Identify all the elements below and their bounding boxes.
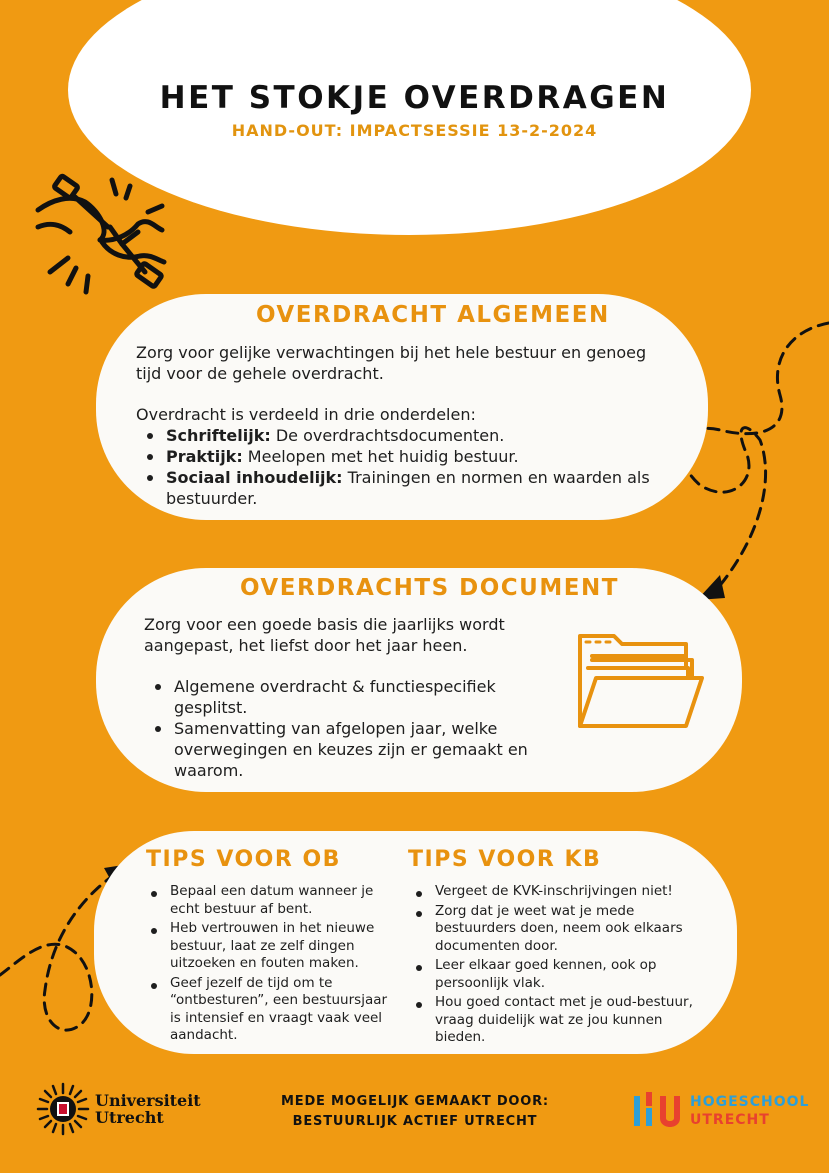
bullet-list	[144, 676, 564, 781]
hu-logo-mark	[632, 1090, 684, 1132]
section-heading-ob: TIPS VOOR OB	[146, 847, 341, 872]
section-heading: OVERDRACHTS DOCUMENT	[240, 575, 619, 601]
list-item: Vergeet de KVK-inschrijvingen niet!	[405, 883, 705, 901]
hu-logo-text: HOGESCHOOL UTRECHT	[690, 1094, 810, 1128]
section-intro: Zorg voor een goede basis die jaarlijks wordt aangepast, het liefst door het jaar heen.	[144, 615, 505, 655]
list-item: Bepaal een datum wanneer je echt bestuur af bent.	[140, 883, 402, 918]
list-item: Zorg dat je weet wat je mede bestuurders doen, neem ook elkaars documenten door.	[405, 903, 705, 956]
list-item: Heb vertrouwen in het nieuwe bestuur, laat ze zelf dingen uitzoeken en fouten maken.	[140, 920, 402, 973]
section-heading: OVERDRACHT ALGEMEEN	[256, 302, 610, 328]
page-title: HET STOKJE OVERDRAGEN	[159, 80, 670, 116]
folder-icon	[574, 628, 709, 733]
list-item: Geef jezelf de tijd om te “ontbesturen”, een bestuursjaar is intensief en vraagt vaak veel aandacht.	[140, 975, 402, 1045]
page-subtitle: HAND-OUT: IMPACTSESSIE 13-2-2024	[231, 121, 598, 140]
list-item: Hou goed contact met je oud-bestuur, vraag duidelijk wat ze jou kunnen bieden.	[405, 994, 705, 1047]
list-item: Leer elkaar goed kennen, ook op persoonlijk vlak.	[405, 957, 705, 992]
list-item: Sociaal inhoudelijk: Trainingen en normen en waarden als bestuurder.	[136, 467, 681, 509]
title-banner	[68, 0, 751, 235]
handshake-baton-icon	[30, 172, 170, 297]
section-lead: Overdracht is verdeeld in drie onderdelen:	[136, 405, 476, 424]
sponsor-text: MEDE MOGELIJK GEMAAKT DOOR: BESTUURLIJK ACTIEF UTRECHT	[281, 1094, 549, 1129]
section-heading-kb: TIPS VOOR KB	[408, 847, 602, 872]
list-item: Samenvatting van afgelopen jaar, welke overwegingen en keuzes zijn er gemaakt en waarom.	[144, 718, 564, 781]
list-item: Algemene overdracht & functiespecifiek gesplitst.	[144, 676, 564, 718]
list-item: Schriftelijk: De overdrachtsdocumenten.	[136, 425, 681, 446]
bullet-list	[136, 425, 681, 509]
uu-logo-text: Universiteit Utrecht	[95, 1091, 201, 1127]
list-item: Praktijk: Meelopen met het huidig bestuur.	[136, 446, 681, 467]
bullet-list-kb	[405, 883, 705, 1049]
bullet-list-ob	[140, 883, 402, 1047]
uu-sun-logo	[36, 1082, 90, 1136]
section-intro: Zorg voor gelijke verwachtingen bij het hele bestuur en genoeg tijd voor de gehele overdracht.	[136, 343, 647, 383]
